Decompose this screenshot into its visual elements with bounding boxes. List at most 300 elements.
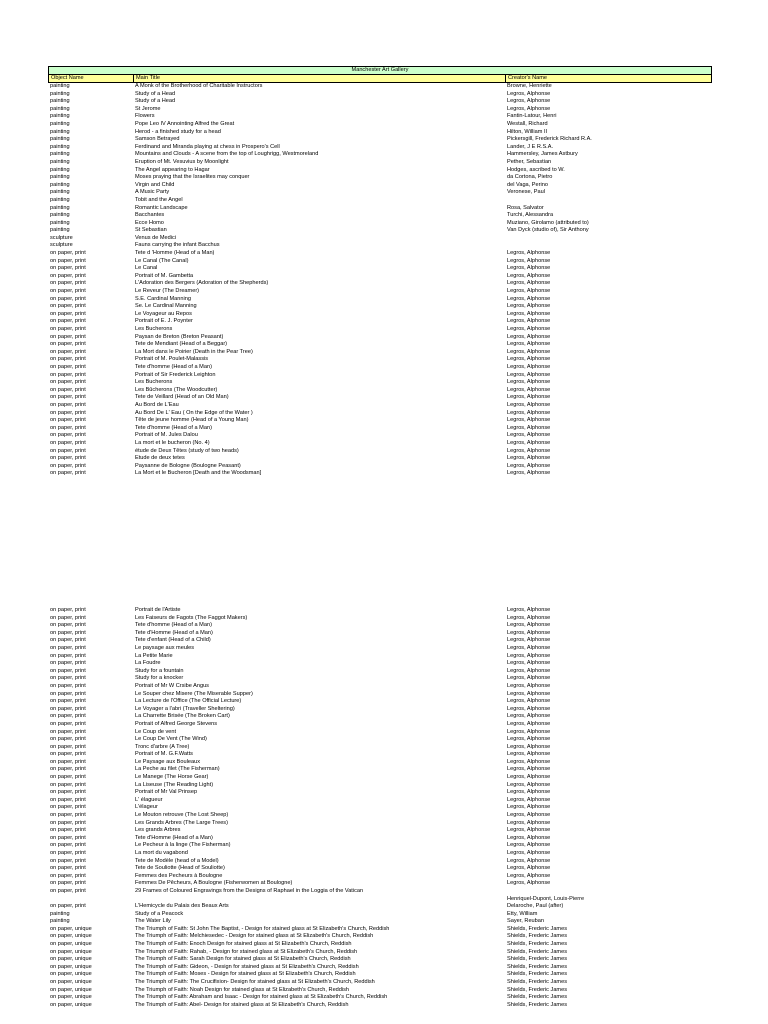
- table-cell-object-name: on paper, print: [50, 819, 86, 826]
- table-cell-object-name: painting: [50, 189, 70, 196]
- table-cell-creator: Legros, Alphonse: [507, 295, 551, 302]
- table-cell-object-name: on paper, print: [50, 827, 86, 834]
- table-cell-creator: Hilton, William II: [507, 128, 548, 135]
- table-row: [48, 311, 712, 319]
- table-cell-object-name: on paper, print: [50, 887, 86, 894]
- table-cell-creator: Shields, Frederic James: [507, 940, 567, 947]
- table-row: [48, 364, 712, 372]
- table-row: [48, 607, 712, 615]
- table-cell-creator: Legros, Alphonse: [507, 303, 551, 310]
- table-cell-creator: Shields, Frederic James: [507, 978, 567, 985]
- table-row: [48, 189, 712, 197]
- table-row: [48, 121, 712, 129]
- table-cell-object-name: on paper, print: [50, 622, 86, 629]
- table-row: [48, 425, 712, 433]
- table-cell-creator: Legros, Alphonse: [507, 439, 551, 446]
- table-cell-object-name: painting: [50, 90, 70, 97]
- table-cell-object-name: painting: [50, 158, 70, 165]
- table-cell-main-title: Le Canal (The Canal): [135, 257, 189, 264]
- table-row: [48, 463, 712, 471]
- table-cell-creator: Legros, Alphonse: [507, 812, 551, 819]
- table-cell-object-name: on paper, print: [50, 834, 86, 841]
- table-cell-creator: Legros, Alphonse: [507, 850, 551, 856]
- table-cell-object-name: on paper, print: [50, 303, 86, 310]
- table-row: [48, 106, 712, 114]
- table-cell-main-title: Herod - a finished study for a head: [135, 128, 221, 135]
- table-row: [48, 318, 712, 326]
- table-cell-creator: Legros, Alphonse: [507, 804, 551, 811]
- table-cell-main-title: Se. Le Cardinal Manning: [135, 303, 197, 310]
- table-row: [48, 341, 712, 349]
- table-cell-creator: Legros, Alphonse: [507, 720, 551, 727]
- table-cell-creator: Legros, Alphonse: [507, 690, 551, 697]
- table-cell-creator: Legros, Alphonse: [507, 363, 551, 370]
- table-row: [48, 865, 712, 873]
- table-row: [48, 691, 712, 699]
- table-cell-creator: Legros, Alphonse: [507, 766, 551, 773]
- table-cell-creator: Shields, Frederic James: [507, 971, 567, 978]
- table-cell-object-name: on paper, unique: [50, 986, 92, 993]
- table-row: [48, 941, 712, 949]
- table-cell-creator: Legros, Alphonse: [507, 341, 551, 348]
- table-row: [48, 873, 712, 881]
- table-cell-main-title: Les grands Arbres: [135, 827, 181, 834]
- table-cell-main-title: Les Bucherons: [135, 326, 173, 332]
- table-cell-creator: Legros, Alphonse: [507, 98, 551, 105]
- table-cell-object-name: painting: [50, 83, 70, 89]
- table-cell-creator: Etty, William: [507, 910, 538, 917]
- table-title: Manchester Art Gallery: [48, 66, 712, 74]
- table-cell-main-title: A Monk of the Brotherhood of Charitable Instructors: [135, 83, 263, 89]
- table-cell-main-title: Portrait of Sir Frederick Leighton: [135, 371, 216, 378]
- table-cell-object-name: on paper, print: [50, 667, 86, 674]
- table-cell-main-title: Portrait of E. J. Poynter: [135, 318, 193, 325]
- table-cell-creator: Shields, Frederic James: [507, 948, 567, 955]
- table-row: [48, 334, 712, 342]
- table-cell-main-title: La mort du vagabond: [135, 850, 188, 856]
- header-divider: [133, 75, 134, 82]
- table-row: [48, 250, 712, 258]
- table-cell-object-name: painting: [50, 128, 70, 135]
- table-cell-object-name: on paper, print: [50, 682, 86, 689]
- table-row: [48, 774, 712, 782]
- header-divider: [505, 75, 506, 82]
- table-cell-creator: Legros, Alphonse: [507, 447, 551, 454]
- header-row: [48, 74, 712, 83]
- table-row: [48, 394, 712, 402]
- table-cell-object-name: on paper, unique: [50, 994, 92, 1001]
- table-cell-object-name: sculpture: [50, 242, 73, 249]
- table-cell-creator: Legros, Alphonse: [507, 675, 551, 682]
- table-cell-main-title: Paysanne de Bologne (Boulogne Peasant): [135, 462, 241, 469]
- table-cell-main-title: Le Manege (The Horse Gear): [135, 774, 209, 781]
- table-cell-main-title: Le paysage aux meules: [135, 644, 195, 651]
- table-cell-main-title: Le Paysage aux Bouleaux: [135, 758, 200, 765]
- table-cell-object-name: on paper, print: [50, 265, 86, 272]
- table-row: [48, 212, 712, 220]
- table-cell-main-title: The Triumph of Faith: Moses - Design for stained glass at St Elizabeth's Church, Reddish: [135, 971, 356, 978]
- table-cell-main-title: Bacchantes: [135, 212, 165, 219]
- table-cell-main-title: The Angel appearing to Hagar: [135, 166, 210, 173]
- table-row: [48, 91, 712, 99]
- table-row: [48, 698, 712, 706]
- table-row: [48, 911, 712, 919]
- table-cell-creator: Van Dyck (studio of), Sir Anthony: [507, 227, 589, 234]
- table-cell-main-title: The Water Lily: [135, 918, 171, 925]
- table-cell-object-name: on paper, print: [50, 326, 86, 332]
- table-cell-object-name: on paper, print: [50, 417, 86, 424]
- table-row: [48, 645, 712, 653]
- table-row: [48, 812, 712, 820]
- table-cell-main-title: Venus de Medici: [135, 234, 177, 241]
- table-cell-creator: Legros, Alphonse: [507, 819, 551, 826]
- table-cell-main-title: Le Souper chez Misere (The Miserable Supper): [135, 690, 253, 697]
- table-cell-main-title: S.E. Cardinal Manning: [135, 295, 191, 302]
- table-row: [48, 174, 712, 182]
- table-row: [48, 721, 712, 729]
- table-cell-object-name: on paper, print: [50, 774, 86, 781]
- table-cell-object-name: on paper, print: [50, 812, 86, 819]
- table-cell-object-name: on paper, print: [50, 872, 86, 879]
- table-row: [48, 167, 712, 175]
- table-cell-object-name: on paper, print: [50, 751, 86, 758]
- table-cell-object-name: painting: [50, 174, 70, 181]
- table-cell-main-title: Tete d'Homme (Head of a Man): [135, 834, 213, 841]
- table-cell-creator: Shields, Frederic James: [507, 933, 567, 940]
- table-cell-main-title: Le Voyager a l'abri (Traveller Sheltering): [135, 705, 235, 712]
- table-cell-creator: Legros, Alphonse: [507, 417, 551, 424]
- table-cell-object-name: on paper, unique: [50, 925, 92, 932]
- table-cell-creator: Turchi, Alessandra: [507, 212, 554, 219]
- table-row: [48, 804, 712, 812]
- table-row: [48, 668, 712, 676]
- table-cell-object-name: on paper, unique: [50, 1001, 92, 1008]
- table-cell-creator: Legros, Alphonse: [507, 272, 551, 279]
- table-cell-main-title: L'Adoration des Bergers (Adoration of the Shepherds): [135, 280, 269, 287]
- table-cell-creator: Legros, Alphonse: [507, 401, 551, 408]
- table-cell-creator: Legros, Alphonse: [507, 250, 551, 257]
- table-cell-object-name: painting: [50, 98, 70, 105]
- table-cell-main-title: La mort et le bucheron (No. 4): [135, 439, 210, 446]
- table-cell-creator: Legros, Alphonse: [507, 865, 551, 872]
- table-cell-object-name: painting: [50, 105, 70, 112]
- table-row: [48, 918, 712, 926]
- table-cell-creator: Legros, Alphonse: [507, 705, 551, 712]
- table-cell-object-name: on paper, print: [50, 789, 86, 796]
- table-row: [48, 242, 712, 250]
- table-cell-main-title: Portrait of Alfred George Stevens: [135, 720, 218, 727]
- table-cell-creator: Legros, Alphonse: [507, 257, 551, 264]
- table-row: [48, 979, 712, 987]
- table-cell-main-title: Le Coup de vent: [135, 728, 177, 735]
- table-cell-main-title: Etude de deux tetes: [135, 455, 185, 462]
- table-row: [48, 751, 712, 759]
- table-cell-object-name: on paper, print: [50, 652, 86, 659]
- table-cell-object-name: on paper, print: [50, 341, 86, 348]
- table-cell-object-name: on paper, print: [50, 280, 86, 287]
- table-cell-object-name: on paper, print: [50, 432, 86, 439]
- table-cell-main-title: Portrait of M. Poulet-Malassis: [135, 356, 209, 363]
- table-row: [48, 759, 712, 767]
- table-cell-main-title: Fauns carrying the infant Bacchus: [135, 242, 220, 249]
- table-row: [48, 235, 712, 243]
- table-cell-creator: Browne, Henriette: [507, 83, 552, 89]
- table-row: [48, 660, 712, 668]
- table-cell-creator: Legros, Alphonse: [507, 857, 551, 864]
- table-cell-object-name: painting: [50, 113, 70, 120]
- table-cell-creator: Legros, Alphonse: [507, 607, 551, 613]
- table-cell-creator: Hammersley, James Astbury: [507, 151, 578, 158]
- table-cell-object-name: on paper, print: [50, 720, 86, 727]
- table-row: [48, 448, 712, 456]
- table-cell-creator: Legros, Alphonse: [507, 660, 551, 667]
- table-cell-object-name: on paper, print: [50, 644, 86, 651]
- table-cell-creator: Legros, Alphonse: [507, 394, 551, 401]
- table-cell-creator: Legros, Alphonse: [507, 796, 551, 803]
- table-cell-creator: Legros, Alphonse: [507, 470, 551, 477]
- table-cell-main-title: Les Faiseurs de Fagots (The Faggot Makers): [135, 614, 248, 621]
- table-cell-creator: Legros, Alphonse: [507, 789, 551, 796]
- table-cell-main-title: The Triumph of Faith: Sarah Design for stained glass at St Elizabeth's Church, Reddish: [135, 956, 351, 963]
- table-cell-object-name: on paper, print: [50, 295, 86, 302]
- table-cell-creator: Legros, Alphonse: [507, 90, 551, 97]
- table-cell-creator: Veronese, Paul: [507, 189, 545, 196]
- table-cell-object-name: on paper, print: [50, 629, 86, 636]
- table-row: [48, 971, 712, 979]
- table-cell-creator: Legros, Alphonse: [507, 713, 551, 720]
- table-cell-object-name: on paper, print: [50, 272, 86, 279]
- table-row: [48, 789, 712, 797]
- table-row: [48, 683, 712, 691]
- table-row: [48, 372, 712, 380]
- table-cell-object-name: on paper, print: [50, 713, 86, 720]
- table-cell-creator: Legros, Alphonse: [507, 644, 551, 651]
- table-cell-main-title: La Peche au filet (The Fisherman): [135, 766, 220, 773]
- table-cell-main-title: La Mort dans le Poirier (Death in the Pear Tree): [135, 348, 253, 355]
- table-cell-main-title: St Jerome: [135, 105, 161, 112]
- table-cell-object-name: on paper, print: [50, 462, 86, 469]
- table-row: [48, 835, 712, 843]
- table-row: [48, 83, 712, 91]
- table-cell-main-title: Tete d'Homme (Head of a Man): [135, 629, 213, 636]
- table-cell-main-title: Tete d'enfant (Head of a Child): [135, 637, 211, 644]
- table-cell-creator: Legros, Alphonse: [507, 743, 551, 750]
- table-row: [48, 258, 712, 266]
- table-cell-object-name: painting: [50, 212, 70, 219]
- table-row: [48, 637, 712, 645]
- table-cell-creator: Legros, Alphonse: [507, 667, 551, 674]
- table-cell-main-title: Au Bord de L'Eau: [135, 401, 179, 408]
- table-cell-creator: Shields, Frederic James: [507, 963, 567, 970]
- table-row: [48, 706, 712, 714]
- table-cell-object-name: on paper, print: [50, 607, 86, 613]
- table-row: [48, 880, 712, 888]
- table-cell-creator: Legros, Alphonse: [507, 379, 551, 386]
- table-row: [48, 675, 712, 683]
- table-row: [48, 653, 712, 661]
- table-cell-object-name: on paper, print: [50, 660, 86, 667]
- table-cell-main-title: Le Voyageur au Repos: [135, 310, 192, 317]
- table-cell-object-name: painting: [50, 227, 70, 234]
- table-row: [48, 744, 712, 752]
- table-row: [48, 417, 712, 425]
- table-cell-main-title: Le Mouton retrouve (The Lost Sheep): [135, 812, 229, 819]
- table-cell-object-name: on paper, print: [50, 728, 86, 735]
- table-cell-object-name: on paper, unique: [50, 933, 92, 940]
- table-row: [48, 410, 712, 418]
- table-cell-creator: Rosa, Salvator: [507, 204, 544, 211]
- table-cell-main-title: Le Pecheur à la linge (The Fisherman): [135, 842, 231, 849]
- table-cell-object-name: on paper, print: [50, 455, 86, 462]
- table-cell-main-title: La Foudre: [135, 660, 161, 667]
- table-cell-creator: Legros, Alphonse: [507, 781, 551, 788]
- table-cell-object-name: on paper, unique: [50, 971, 92, 978]
- table-cell-object-name: on paper, print: [50, 409, 86, 416]
- table-body-part2: [48, 607, 712, 1009]
- table-cell-creator: Henriquel-Dupont, Louis-Pierre: [507, 895, 585, 902]
- table-cell-main-title: Ecce Homo: [135, 219, 164, 226]
- table-row: [48, 280, 712, 288]
- table-cell-main-title: Le Reveur (The Dreamer): [135, 288, 200, 295]
- table-row: [48, 197, 712, 205]
- table-row: [48, 387, 712, 395]
- table-cell-creator: Legros, Alphonse: [507, 736, 551, 743]
- table-cell-creator: Legros, Alphonse: [507, 880, 551, 887]
- table-cell-creator: Legros, Alphonse: [507, 728, 551, 735]
- table-cell-creator: Legros, Alphonse: [507, 842, 551, 849]
- table-cell-creator: Legros, Alphonse: [507, 348, 551, 355]
- table-cell-main-title: Moses praying that the Israelites may conquer: [135, 174, 250, 181]
- table-cell-main-title: Les Bucherons: [135, 379, 173, 386]
- table-row: [48, 888, 712, 903]
- table-cell-main-title: Tête de jeune homme (Head of a Young Man): [135, 417, 249, 424]
- table-row: [48, 766, 712, 774]
- table-cell-main-title: Tronc d'arbre (A Tree): [135, 743, 190, 750]
- table-cell-object-name: on paper, print: [50, 736, 86, 743]
- table-cell-creator: Shields, Frederic James: [507, 994, 567, 1001]
- table-cell-object-name: painting: [50, 204, 70, 211]
- table-row: [48, 455, 712, 463]
- table-cell-object-name: on paper, print: [50, 690, 86, 697]
- table-cell-main-title: La Liseuse (The Reading Light): [135, 781, 214, 788]
- table-cell-object-name: on paper, print: [50, 439, 86, 446]
- table-row: [48, 98, 712, 106]
- table-cell-object-name: on paper, print: [50, 333, 86, 340]
- table-cell-creator: Fantin-Latour, Henri: [507, 113, 557, 120]
- table-cell-main-title: L'Hemicycle du Palais des Beaux Arts: [135, 902, 229, 909]
- table-cell-object-name: on paper, print: [50, 356, 86, 363]
- table-cell-object-name: on paper, unique: [50, 948, 92, 955]
- table-cell-object-name: on paper, print: [50, 842, 86, 849]
- table-cell-creator: Legros, Alphonse: [507, 872, 551, 879]
- table-cell-creator: Shields, Frederic James: [507, 956, 567, 963]
- table-cell-main-title: Samson Betrayed: [135, 136, 180, 143]
- table-cell-main-title: The Triumph of Faith: Gideon, - Design for stained glass at St Elizabeth's Church, Reddish: [135, 963, 359, 970]
- table-cell-object-name: on paper, print: [50, 348, 86, 355]
- table-cell-creator: Legros, Alphonse: [507, 652, 551, 659]
- table-cell-creator: Legros, Alphonse: [507, 265, 551, 272]
- table-row: [48, 842, 712, 850]
- table-cell-object-name: on paper, print: [50, 394, 86, 401]
- table-cell-object-name: on paper, print: [50, 379, 86, 386]
- table-cell-creator: da Cortona, Pietro: [507, 174, 553, 181]
- table-row: [48, 994, 712, 1002]
- table-cell-main-title: Portrait of Mr Val Prinsep: [135, 789, 198, 796]
- table-cell-creator: Hodges, ascribed to W.: [507, 166, 565, 173]
- table-cell-main-title: The Triumph of Faith: Abraham and Isaac - Design for stained glass at St Elizabeth's Church, Reddish: [135, 994, 388, 1001]
- table-cell-main-title: Tete d'homme (Head of a Man): [135, 622, 212, 629]
- table-cell-main-title: Les Bûcherons (The Woodcutter): [135, 386, 218, 393]
- table-cell-object-name: on paper, print: [50, 880, 86, 887]
- table-row: [48, 182, 712, 190]
- table-cell-main-title: The Triumph of Faith: Abel- Design for stained glass at St Elizabeth's Church, Reddish: [135, 1001, 349, 1008]
- table-cell-object-name: on paper, print: [50, 614, 86, 621]
- table-row: [48, 729, 712, 737]
- table-cell-object-name: on paper, print: [50, 371, 86, 378]
- table-cell-object-name: on paper, print: [50, 288, 86, 295]
- table-cell-main-title: La Charrette Brisée (The Broken Cart): [135, 713, 230, 720]
- table-cell-main-title: Tete de Modèle (head of a Model): [135, 857, 219, 864]
- table-cell-main-title: Study of a Peacock: [135, 910, 184, 917]
- table-cell-main-title: Les Grands Arbres (The Large Trees): [135, 819, 228, 826]
- table-cell-creator: Legros, Alphonse: [507, 614, 551, 621]
- table-row: [48, 379, 712, 387]
- table-cell-object-name: on paper, print: [50, 363, 86, 370]
- table-row: [48, 136, 712, 144]
- table-row: [48, 850, 712, 858]
- table-row: [48, 303, 712, 311]
- table-cell-main-title: The Triumph of Faith: Enoch Design for stained glass at St Elizabeth's Church, Reddish: [135, 940, 352, 947]
- table-cell-creator: Legros, Alphonse: [507, 834, 551, 841]
- table-row: [48, 987, 712, 995]
- table-cell-object-name: on paper, unique: [50, 978, 92, 985]
- table-row: [48, 858, 712, 866]
- table-cell-object-name: on paper, print: [50, 758, 86, 765]
- spreadsheet-table: [48, 66, 712, 478]
- table-cell-object-name: on paper, print: [50, 470, 86, 477]
- table-cell-object-name: sculpture: [50, 234, 73, 241]
- table-cell-main-title: 29 Frames of Coloured Engravings from the Designs of Raphael in the Loggia of the Vatican: [135, 887, 364, 894]
- table-cell-main-title: The Triumph of Faith: Rahab, - Design for stained glass at St Elizabeth's Church, Reddish: [135, 948, 358, 955]
- table-cell-creator: Shields, Frederic James: [507, 986, 567, 993]
- table-row: [48, 630, 712, 638]
- table-cell-object-name: on paper, unique: [50, 963, 92, 970]
- table-cell-main-title: St Sebastian: [135, 227, 167, 234]
- table-cell-creator: Legros, Alphonse: [507, 827, 551, 834]
- table-row: [48, 949, 712, 957]
- table-cell-main-title: La Lecture de l'Office (The Official Lecture): [135, 698, 242, 705]
- table-cell-object-name: on paper, unique: [50, 956, 92, 963]
- table-cell-main-title: The Triumph of Faith: Noah Design for stained glass at St Elizabeth's Church, Reddish: [135, 986, 350, 993]
- table-cell-main-title: Ferdinand and Miranda playing at chess in Prospero's Cell: [135, 143, 280, 150]
- table-cell-main-title: L' élagueur: [135, 796, 163, 803]
- table-cell-creator: Westall, Richard: [507, 120, 548, 127]
- table-cell-main-title: Portrait of M. Gambetta: [135, 272, 194, 279]
- table-cell-object-name: painting: [50, 181, 70, 188]
- table-cell-main-title: Portrait of M. G.F.Watts: [135, 751, 193, 758]
- table-cell-creator: Legros, Alphonse: [507, 105, 551, 112]
- table-cell-object-name: painting: [50, 196, 70, 203]
- table-cell-main-title: Femmes des Pecheurs à Boulogne: [135, 872, 223, 879]
- table-cell-main-title: Au Bord De L' Eau ( On the Edge of the Water ): [135, 409, 253, 416]
- table-row: [48, 205, 712, 213]
- table-cell-creator: Legros, Alphonse: [507, 371, 551, 378]
- table-cell-object-name: painting: [50, 166, 70, 173]
- table-cell-main-title: La Petite Marie: [135, 652, 173, 659]
- table-cell-main-title: Tete de Mendiant (Head of a Beggar): [135, 341, 228, 348]
- table-row: [48, 964, 712, 972]
- table-row: [48, 956, 712, 964]
